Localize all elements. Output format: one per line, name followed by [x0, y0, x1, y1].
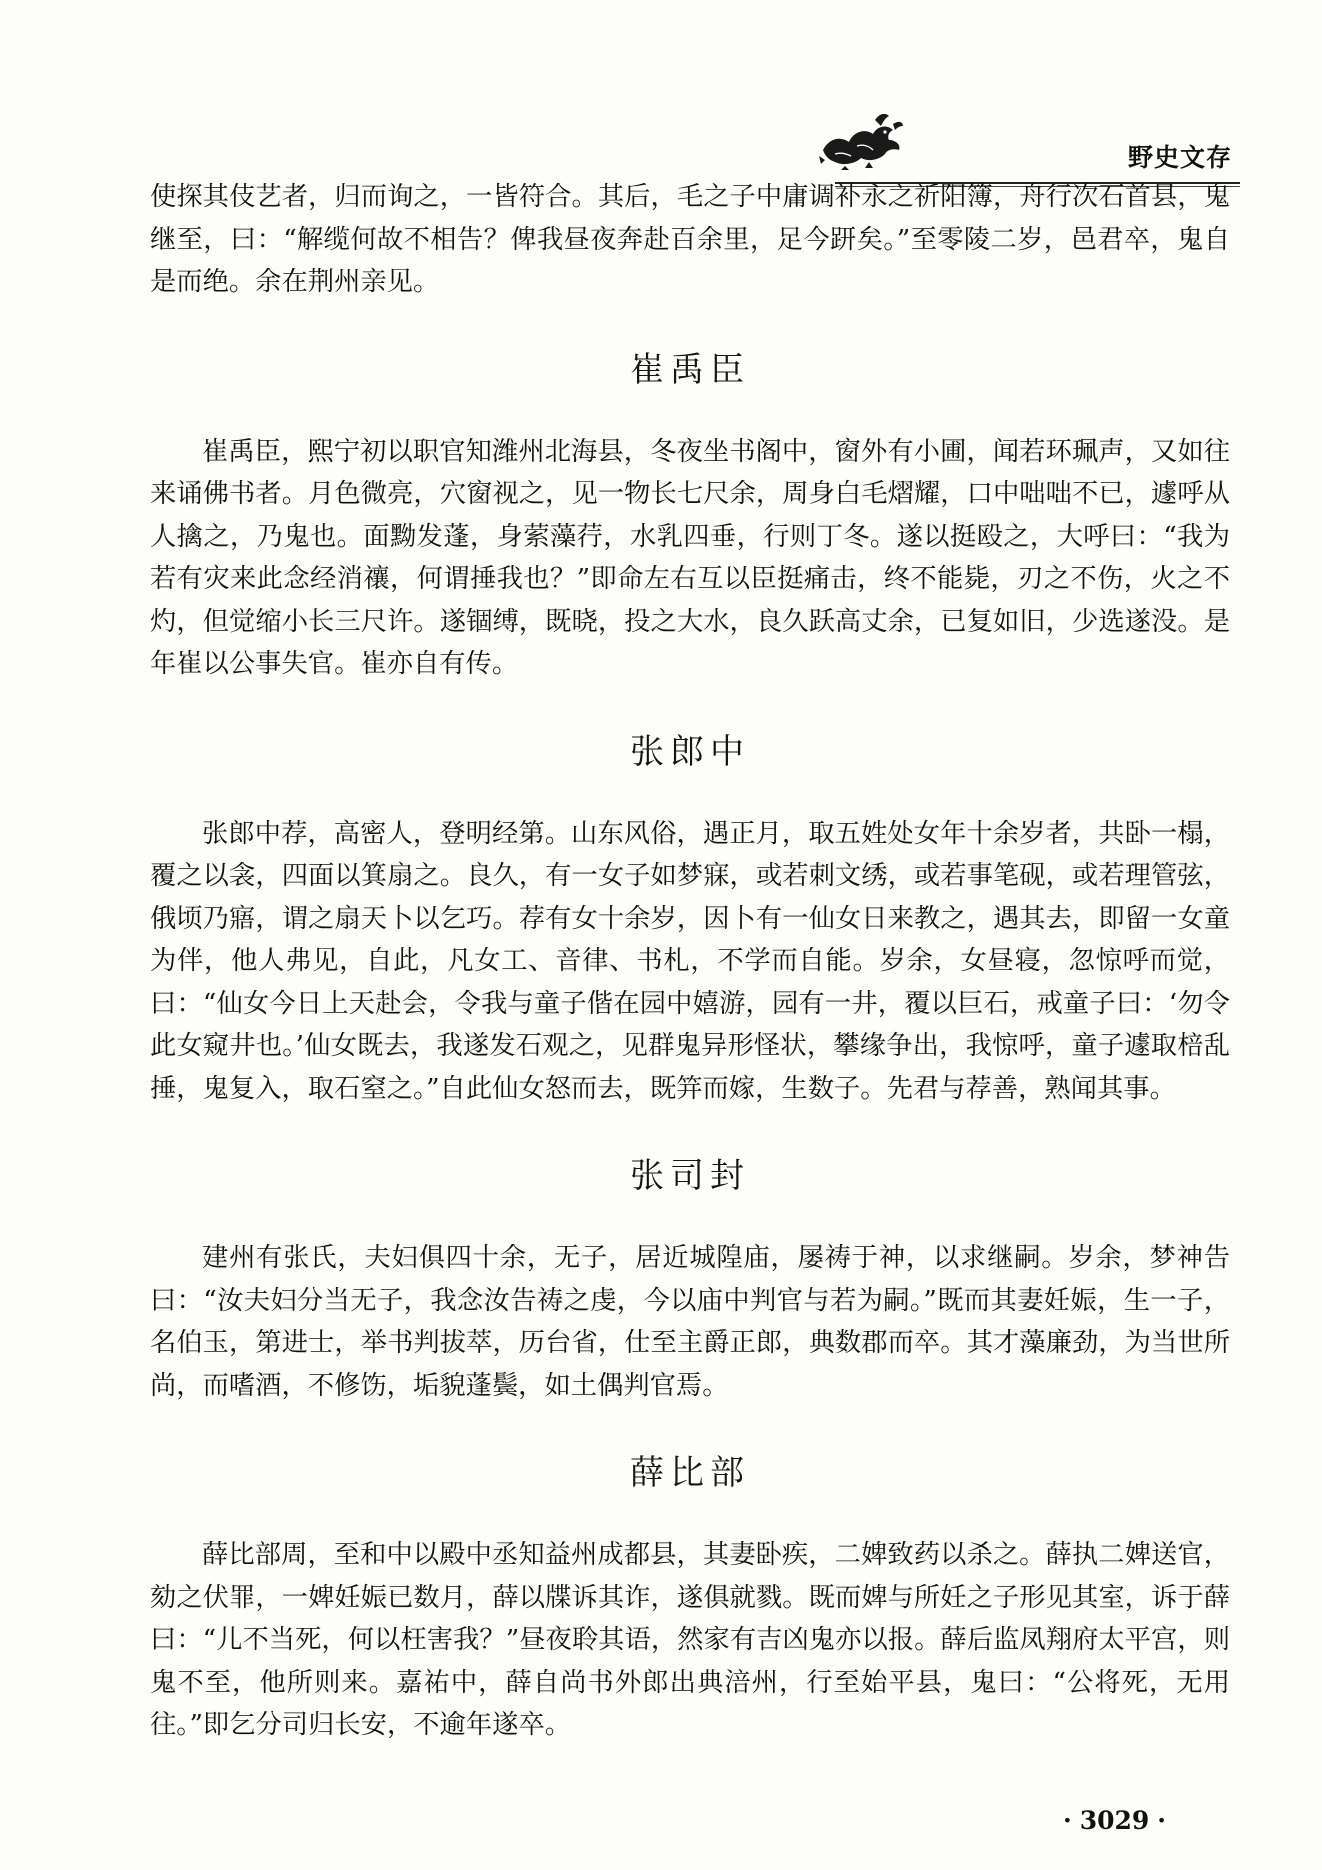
- section-title-zhang-langzhong: 张郎中: [630, 731, 750, 772]
- section-text-zhang-sifeng: 建州有张氏，夫妇俱四十余，无子，居近城隍庙，屡祷于神，以求继嗣。岁余，梦神告曰：“汝夫妇分当无子，我念汝告祷之虔，今以庙中判官与若为嗣。”既而其妻妊娠，生一子，名伯玉，第进士，举书判拔萃，历台省，仕至主爵正郎，典数郡而卒。其才藻廉劲，为当世所尚，而嗜酒，不修饬，垢貌蓬鬓，如土偶判官焉。: [150, 1243, 1230, 1401]
- page-number: [1055, 1806, 1174, 1835]
- section-title-xue-bibu: 薛比部: [630, 1453, 750, 1493]
- section-text-xue-bibu: 薛比部周，至和中以殿中丞知益州成都县，其妻卧疾，二婢致药以杀之。薛执二婢送官，劾之伏罪，一婢妊娠已数月，薛以牒诉其诈，遂俱就戮。既而婢与所妊之子形见其室，诉于薛曰：“儿不当死，何以枉害我？”昼夜聆其语，然家有吉凶鬼亦以报。薛后监凤翔府太平宫，则鬼不至，他所则来。嘉祐中，薛自尚书外郎出典涪州，行至始平县，鬼曰：“公将死，无用往。”即乞分司归长安，不逾年遂卒。: [150, 1540, 1230, 1740]
- page-number-dot-left: ·: [1062, 1806, 1072, 1835]
- opening-paragraph: 使探其伎艺者，归而询之，一皆符合。其后，毛之子中庸调补永之祈阳簿，舟行次石首县，鬼继至，曰：“解缆何故不相告？俾我昼夜奔赴百余里，足今趼矣。”至零陵二岁，邑君卒，鬼自是而绝。余在荆州亲见。: [150, 182, 1230, 297]
- section-title-cui-yuchen: 崔禹臣: [630, 349, 750, 390]
- running-header-title: 野史文存: [1127, 143, 1232, 172]
- page-number-dot-right: ·: [1157, 1806, 1166, 1835]
- section-text-cui-yuchen: 崔禹臣，熙宁初以职官知潍州北海县，冬夜坐书阁中，窗外有小圃，闻若环珮声，又如往来诵佛书者。月色微亮，穴窗视之，见一物长七尺余，周身白毛熠耀，口中咄咄不已，遽呼从人擒之，乃鬼也。面黝发蓬，身萦藻荇，水乳四垂，行则丁冬。遂以挺殴之，大呼曰：“我为若有灾来此念经消禳，何谓捶我也？”即命左右互以臣挺痛击，终不能毙，刃之不伤，火之不灼，但觉缩小长三尺许。遂锢缚，既晓，投之大水，良久跃高丈余，已复如旧，少选遂没。是年崔以公事失官。崔亦自有传。: [150, 436, 1230, 679]
- page-body: [150, 176, 1230, 1747]
- section-text-zhang-langzhong: 张郎中荐，高密人，登明经第。山东风俗，遇正月，取五姓处女年十余岁者，共卧一榻，覆之以衾，四面以箕扇之。良久，有一女子如梦寐，或若刺文绣，或若事笔砚，或若理管弦，俄顷乃寤，谓之扇天卜以乞巧。荐有女十余岁，因卜有一仙女日来教之，遇其去，即留一女童为伴，他人弗见，自此，凡女工、音律、书札，不学而自能。岁余，女昼寝，忽惊呼而觉，曰：“仙女今日上天赴会，令我与童子偕在园中嬉游，园有一井，覆以巨石，戒童子曰：‘勿令此女窥井也。’仙女既去，我遂发石观之，见群鬼异形怪状，攀缘争出，我惊呼，童子遽取棓乱捶，鬼复入，取石窒之。”自此仙女怒而去，既笄而嫁，生数子。先君与荐善，熟闻其事。: [150, 818, 1230, 1104]
- page-number-value: 3029: [1079, 1806, 1150, 1835]
- dragon-icon: [815, 110, 905, 172]
- section-title-zhang-sifeng: 张司封: [630, 1156, 750, 1196]
